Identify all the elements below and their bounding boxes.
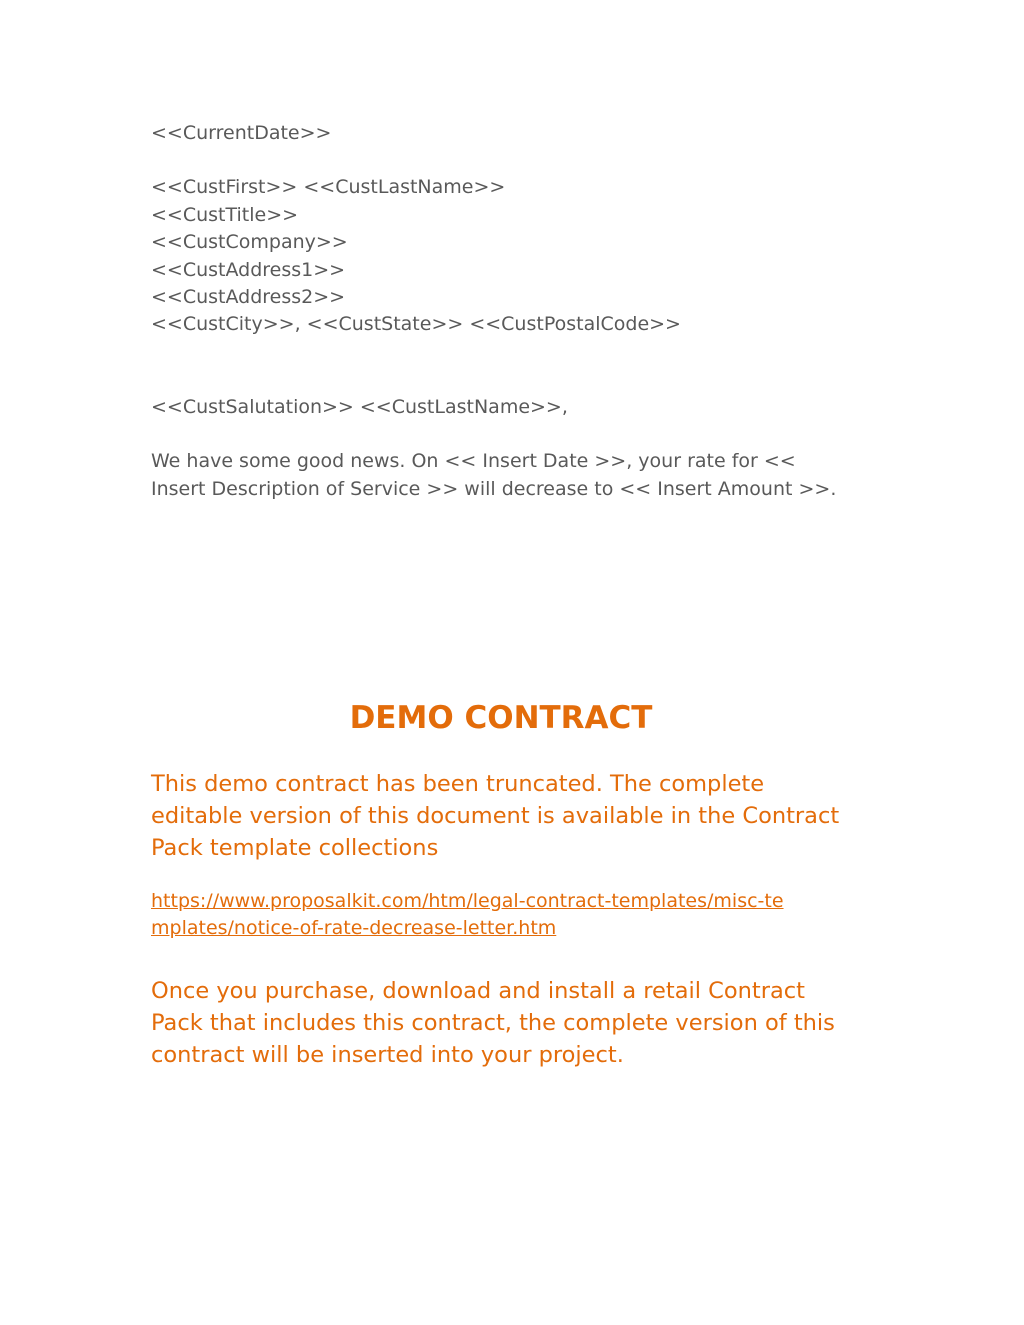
customer-address1-line: <<CustAddress1>> — [151, 258, 346, 281]
letter-body — [151, 120, 851, 503]
customer-address2-line: <<CustAddress2>> — [151, 286, 346, 309]
contract-pack-link[interactable]: https://www.proposalkit.com/htm/legal-contract-templates/misc-templates/notice-of-rate-decrease-letter.htm — [151, 890, 784, 940]
customer-company-line: <<CustCompany>> — [151, 231, 348, 254]
current-date: <<CurrentDate>> — [151, 122, 332, 144]
demo-notice — [151, 696, 851, 1071]
demo-title: DEMO CONTRACT — [349, 700, 653, 736]
customer-name-line: <<CustFirst>> <<CustLastName>> — [151, 176, 506, 199]
customer-city-state-line: <<CustCity>>, <<CustState>> <<CustPostalCode>> — [151, 313, 681, 336]
customer-title-line: <<CustTitle>> — [151, 203, 299, 226]
demo-outro-text: Once you purchase, download and install a retail Contract Pack that includes this contract, the complete version of this contract will be inserted into your project. — [151, 977, 835, 1068]
letter-paragraph: We have some good news. On << Insert Date >>, your rate for << Insert Description of Service >> will decrease to << Insert Amount >>. — [151, 450, 837, 500]
salutation: <<CustSalutation>> <<CustLastName>>, — [151, 395, 568, 418]
demo-intro-text: This demo contract has been truncated. The complete editable version of this document is available in the Contract Pack template collections — [151, 771, 840, 861]
